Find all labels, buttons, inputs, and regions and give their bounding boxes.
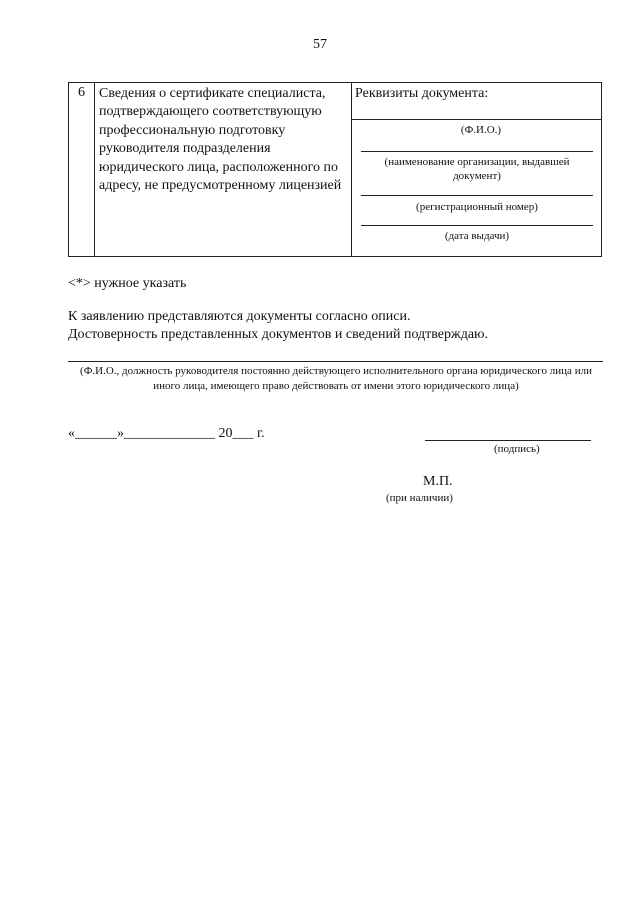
stamp-caption: (при наличии) bbox=[386, 492, 453, 504]
row-description: Сведения о сертификате специалиста, подтверждающего соответствующую профессиональную подготовку руководителя подразделения юридического лица, расположенного по адресу, не предусмотренному лицензией bbox=[99, 86, 342, 194]
org-label: (наименование организации, выдавшей документ) bbox=[384, 156, 570, 182]
reg-number-label: (регистрационный номер) bbox=[416, 201, 538, 213]
signature-line bbox=[425, 440, 591, 441]
signatory-field-line bbox=[68, 361, 603, 362]
org-field-line bbox=[361, 151, 593, 152]
issue-date-label: (дата выдачи) bbox=[444, 230, 510, 242]
date-placeholder: «______»_____________ 20___ г. bbox=[68, 426, 265, 441]
statement-line-2: Достоверность представленных документов и сведений подтверждаю. bbox=[68, 327, 488, 342]
signature-caption: (подпись) bbox=[494, 443, 540, 455]
reg-number-field-line bbox=[361, 195, 593, 196]
stamp-label: М.П. bbox=[423, 474, 453, 489]
form-table bbox=[68, 82, 602, 257]
page-number: 57 bbox=[313, 37, 327, 52]
statement-line-1: К заявлению представляются документы согласно описи. bbox=[68, 309, 411, 324]
table-cell-divider bbox=[352, 119, 602, 120]
table-column-divider bbox=[351, 83, 352, 256]
issue-date-field-line bbox=[361, 225, 593, 226]
row-number: 6 bbox=[78, 85, 85, 100]
document-details-header: Реквизиты документа: bbox=[355, 86, 489, 101]
signatory-caption: (Ф.И.О., должность руководителя постоянно действующего исполнительного органа юридического лица или иного лица, имеющего право действовать от имени этого юридического лица) bbox=[80, 365, 592, 392]
footnote: <*> нужное указать bbox=[68, 276, 187, 291]
table-column-divider bbox=[94, 83, 95, 256]
fio-label: (Ф.И.О.) bbox=[460, 124, 502, 136]
